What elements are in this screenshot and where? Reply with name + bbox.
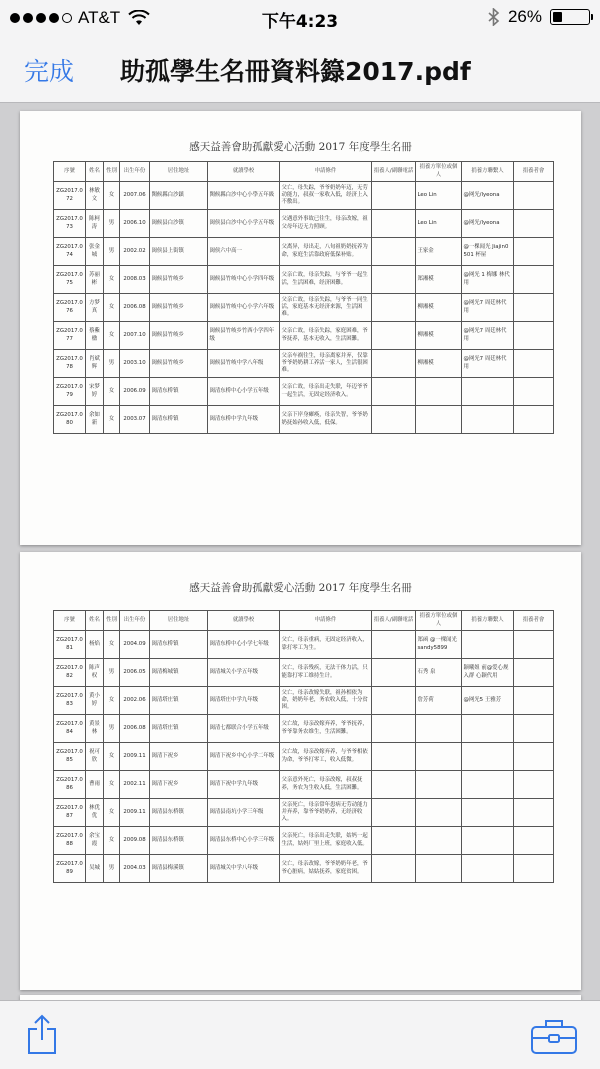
- table-row: [54, 322, 554, 350]
- birth-year: 2006.05: [120, 659, 150, 687]
- gender: 男: [104, 210, 120, 238]
- application-reason: 父亡，母失踪，爷爷奶奶年迈，无劳动能力，叔叔一家收入低，经济上入不敷出。: [280, 182, 372, 210]
- serial-no: ZG2017.081: [54, 631, 86, 659]
- sponsor-phone: [372, 238, 416, 266]
- association: [514, 266, 554, 294]
- application-reason: 父亲车祸往生，母亲离家并弃，仅靠爷爷奶奶耕工养活一家人，生活很困难。: [280, 350, 372, 378]
- student-name: 肖斌辉: [86, 350, 104, 378]
- table-row: [54, 687, 554, 715]
- association: [514, 378, 554, 406]
- sponsor-phone: [372, 771, 416, 799]
- school: 闽清塔庄中学九年级: [208, 687, 280, 715]
- gender: 男: [104, 855, 120, 883]
- association: [514, 238, 554, 266]
- student-name: 陈声权: [86, 659, 104, 687]
- sponsor-phone: [372, 743, 416, 771]
- col-sponsor-phone: 捐養人/副聯電話: [372, 162, 416, 182]
- school: 闽清城关小学五年级: [208, 659, 280, 687]
- application-reason: 父亲下岸身瘫痪，母亲失智，爷爷奶奶抚始孙收入低，低保。: [280, 406, 372, 434]
- birth-year: 2003.07: [120, 406, 150, 434]
- serial-no: ZG2017.087: [54, 799, 86, 827]
- sponsor-phone: [372, 350, 416, 378]
- sponsor-contact: 颖曦姐 前@爱心规入群 心颖代用: [462, 659, 514, 687]
- gender: 女: [104, 182, 120, 210]
- sponsor-contact: [462, 715, 514, 743]
- association: [514, 827, 554, 855]
- serial-no: ZG2017.083: [54, 687, 86, 715]
- birth-year: 2002.02: [120, 238, 150, 266]
- birth-year: 2004.09: [120, 631, 150, 659]
- association: [514, 771, 554, 799]
- association: [514, 322, 554, 350]
- application-reason: 父亡，母亲改嫁，爷爷奶奶年老，爷爷心脏病，姑姑抚养，家庭贫困。: [280, 855, 372, 883]
- serial-no: ZG2017.089: [54, 855, 86, 883]
- application-reason: 父亡故，母亲改嫁弃养，爷爷抚养，爷爷靠务农维生，生活困難。: [280, 715, 372, 743]
- birth-year: 2008.03: [120, 266, 150, 294]
- school: 闽清七都联合小学五年级: [208, 715, 280, 743]
- table-header-row: [54, 162, 554, 182]
- col-gender: 性別: [104, 611, 120, 631]
- address: 闽清梅城镇: [150, 659, 208, 687]
- sponsor-unit: 郑湘模: [416, 266, 462, 294]
- navigation-bar: [0, 36, 600, 103]
- school: 闽清下祝乡中心小学二年级: [208, 743, 280, 771]
- col-association: 捐養者會: [514, 162, 554, 182]
- pdf-viewer[interactable]: [0, 103, 600, 1000]
- table-row: [54, 294, 554, 322]
- application-reason: 父亲意外死亡，母亲改嫁，叔叔抚养，务农为生收入低，生活困難。: [280, 771, 372, 799]
- gender: 男: [104, 659, 120, 687]
- student-name: 祝可欣: [86, 743, 104, 771]
- sponsor-phone: [372, 406, 416, 434]
- address: 闽清县东桥镇: [150, 827, 208, 855]
- school: 闽清东桥中心小学五年级: [208, 378, 280, 406]
- school: 闽候县竹岐中心小学六年级: [208, 294, 280, 322]
- col-condition: 申請條件: [280, 162, 372, 182]
- col-sponsor-unit: 捐養方單位或個人: [416, 162, 462, 182]
- done-button[interactable]: 完成: [24, 57, 75, 86]
- sponsor-phone: [372, 294, 416, 322]
- table-row: [54, 799, 554, 827]
- col-name: 姓名: [86, 162, 104, 182]
- col-birth: 出生年份: [120, 611, 150, 631]
- application-reason: 父亲亡故，母亲失踪，家庭困难，爷爷抚养，基本无收入，生活困難。: [280, 322, 372, 350]
- sponsor-phone: [372, 827, 416, 855]
- sponsor-unit: Leo Lin: [416, 182, 462, 210]
- table-row: [54, 659, 554, 687]
- sponsor-contact: @网光/lyeona: [462, 210, 514, 238]
- table-row: [54, 855, 554, 883]
- gender: 女: [104, 378, 120, 406]
- col-school: 就讀學校: [208, 611, 280, 631]
- sponsor-contact: @网光/lyeona: [462, 182, 514, 210]
- application-reason: 父亲亡故，母亲失踪，与爷爷一同生活，家庭基本无经济来源，生活困难。: [280, 294, 372, 322]
- sponsor-phone: [372, 855, 416, 883]
- address: 闽侯县上街镇: [150, 238, 208, 266]
- gender: 女: [104, 294, 120, 322]
- address: 闽清东桥镇: [150, 631, 208, 659]
- share-icon[interactable]: [26, 1013, 58, 1055]
- table-row: [54, 182, 554, 210]
- document-title: 助孤學生名冊資料籙2017.pdf: [120, 57, 471, 86]
- application-reason: 父亲亡故，母亲失踪，与爷爷一起生活，生活困难，经济困難。: [280, 266, 372, 294]
- serial-no: ZG2017.076: [54, 294, 86, 322]
- sponsor-unit: 詹芳荷: [416, 687, 462, 715]
- sponsor-contact: [462, 799, 514, 827]
- carrier-name: AT&T: [78, 8, 121, 27]
- application-reason: 父离异，母出走，八旬祖奶奶抚养为命，家庭生活靠政府低保补贴。: [280, 238, 372, 266]
- address: 闽清东桥镇: [150, 406, 208, 434]
- student-roster-table: [53, 610, 554, 883]
- serial-no: ZG2017.077: [54, 322, 86, 350]
- gender: 女: [104, 799, 120, 827]
- student-name: 余如新: [86, 406, 104, 434]
- sponsor-phone: [372, 322, 416, 350]
- table-row: [54, 827, 554, 855]
- gender: 女: [104, 631, 120, 659]
- sponsor-contact: @网光7 周廷林代用: [462, 322, 514, 350]
- table-row: [54, 266, 554, 294]
- address: 閩候縣白沙鎮: [150, 182, 208, 210]
- table-row: [54, 210, 554, 238]
- student-name: 林优优: [86, 799, 104, 827]
- col-contact: 捐養方聯繫人: [462, 162, 514, 182]
- battery-icon: [550, 9, 590, 25]
- birth-year: 2006.08: [120, 715, 150, 743]
- student-name: 张金城: [86, 238, 104, 266]
- association: [514, 210, 554, 238]
- application-reason: 父亡，母亲改嫁失联，祖孙相依为命，奶奶年老，务农收入低，十分贫困。: [280, 687, 372, 715]
- sponsor-contact: [462, 743, 514, 771]
- col-serial: 序號: [54, 611, 86, 631]
- table-row: [54, 771, 554, 799]
- sponsor-contact: @网光7 周廷林代用: [462, 350, 514, 378]
- birth-year: 2006.09: [120, 378, 150, 406]
- sponsor-contact: [462, 378, 514, 406]
- serial-no: ZG2017.080: [54, 406, 86, 434]
- sponsor-contact: @网光5 王雅芳: [462, 687, 514, 715]
- table-row: [54, 631, 554, 659]
- sponsor-contact: [462, 631, 514, 659]
- student-name: 余宝霞: [86, 827, 104, 855]
- application-reason: 父亲死亡，母亲常年患病无劳动能力并弃养，靠爷爷奶奶养，无经济收入。: [280, 799, 372, 827]
- sponsor-unit: 王家金: [416, 238, 462, 266]
- school: 闽候县竹岐中学八年级: [208, 350, 280, 378]
- sponsor-unit: [416, 406, 462, 434]
- col-sponsor-unit: 捐養方單位或個人: [416, 611, 462, 631]
- student-name: 黄小婷: [86, 687, 104, 715]
- application-reason: 父亲死亡，母亲出走失联，姑妈一起生活，姑妈厂里上班，家庭收入低。: [280, 827, 372, 855]
- serial-no: ZG2017.084: [54, 715, 86, 743]
- association: [514, 406, 554, 434]
- sponsor-phone: [372, 266, 416, 294]
- association: [514, 350, 554, 378]
- school: 閩候縣白沙中心小學五年級: [208, 182, 280, 210]
- col-gender: 性別: [104, 162, 120, 182]
- sponsor-contact: [462, 827, 514, 855]
- bottom-toolbar: [0, 1000, 600, 1069]
- birth-year: 2007.06: [120, 182, 150, 210]
- association: [514, 294, 554, 322]
- birth-year: 2003.10: [120, 350, 150, 378]
- sponsor-unit: 柳湘模: [416, 322, 462, 350]
- birth-year: 2009.08: [120, 827, 150, 855]
- address: 闽候县竹岐乡: [150, 294, 208, 322]
- sponsor-contact: @一棵闻光 Jiajin0501 杯屋: [462, 238, 514, 266]
- gender: 女: [104, 406, 120, 434]
- school: 闽侯县白沙中心小学五年级: [208, 210, 280, 238]
- table-row: [54, 743, 554, 771]
- birth-year: 2004.03: [120, 855, 150, 883]
- sponsor-contact: [462, 406, 514, 434]
- gender: 女: [104, 322, 120, 350]
- page-heading: 感天益善會助孤獻愛心活動 2017 年度學生名冊: [189, 582, 412, 594]
- gender: 女: [104, 266, 120, 294]
- sponsor-phone: [372, 687, 416, 715]
- school: 闽清东桥中心小学七年级: [208, 631, 280, 659]
- address: 闽候县竹岐乡: [150, 322, 208, 350]
- status-bar: [0, 0, 600, 36]
- pdf-page-2: [20, 552, 581, 990]
- sponsor-unit: 柳湘模: [416, 350, 462, 378]
- school: 闽清东桥中学九年级: [208, 406, 280, 434]
- toolbox-icon[interactable]: [530, 1017, 578, 1055]
- sponsor-unit: 郑函 @一棵闻光 sandy5899: [416, 631, 462, 659]
- association: [514, 799, 554, 827]
- address: 闽清东桥镇: [150, 378, 208, 406]
- serial-no: ZG2017.072: [54, 182, 86, 210]
- birth-year: 2009.11: [120, 743, 150, 771]
- serial-no: ZG2017.082: [54, 659, 86, 687]
- school: 闽清县南坑小学三年级: [208, 799, 280, 827]
- application-reason: 父亡，母亲残疾，无法干体力活，只能靠打零工维持生计。: [280, 659, 372, 687]
- application-reason: 父亡故，母亲改嫁弃养，与爷爷相依为命，爷爷打零工，收入低微。: [280, 743, 372, 771]
- sponsor-contact: @网光7 周廷林代用: [462, 294, 514, 322]
- association: [514, 743, 554, 771]
- association: [514, 631, 554, 659]
- sponsor-unit: [416, 855, 462, 883]
- application-reason: 父亲亡故，母亲出走失联，年迈爷爷一起生活，无固定经济收入。: [280, 378, 372, 406]
- sponsor-phone: [372, 659, 416, 687]
- association: [514, 659, 554, 687]
- gender: 女: [104, 743, 120, 771]
- sponsor-phone: [372, 715, 416, 743]
- serial-no: ZG2017.088: [54, 827, 86, 855]
- association: [514, 715, 554, 743]
- student-name: 宋梦婷: [86, 378, 104, 406]
- sponsor-contact: [462, 771, 514, 799]
- col-association: 捐養者會: [514, 611, 554, 631]
- school: 闽侯六中高一: [208, 238, 280, 266]
- col-sponsor-phone: 捐養人/副聯電話: [372, 611, 416, 631]
- sponsor-phone: [372, 210, 416, 238]
- serial-no: ZG2017.074: [54, 238, 86, 266]
- student-name: 曹雨: [86, 771, 104, 799]
- student-name: 杨焰: [86, 631, 104, 659]
- sponsor-unit: 石秀 泉: [416, 659, 462, 687]
- clock: 下午4:23: [261, 12, 339, 32]
- serial-no: ZG2017.085: [54, 743, 86, 771]
- student-name: 方梦真: [86, 294, 104, 322]
- col-condition: 申請條件: [280, 611, 372, 631]
- student-name: 苏丽彬: [86, 266, 104, 294]
- table-row: [54, 350, 554, 378]
- table-row: [54, 715, 554, 743]
- table-row: [54, 238, 554, 266]
- bluetooth-icon: [488, 8, 500, 26]
- address: 闽候县竹岐乡: [150, 350, 208, 378]
- student-name: 黄景林: [86, 715, 104, 743]
- student-name: 吴城: [86, 855, 104, 883]
- serial-no: ZG2017.078: [54, 350, 86, 378]
- student-name: 陈柯涛: [86, 210, 104, 238]
- gender: 女: [104, 827, 120, 855]
- status-right: [488, 7, 590, 27]
- sponsor-phone: [372, 378, 416, 406]
- gender: 男: [104, 350, 120, 378]
- sponsor-phone: [372, 799, 416, 827]
- student-name: 蔡紫楹: [86, 322, 104, 350]
- table-row: [54, 406, 554, 434]
- address: 闽清县东桥镇: [150, 799, 208, 827]
- sponsor-phone: [372, 182, 416, 210]
- school: 闽清城关中学八年级: [208, 855, 280, 883]
- sponsor-unit: [416, 771, 462, 799]
- pdf-page-1: [20, 111, 581, 545]
- col-school: 就讀學校: [208, 162, 280, 182]
- serial-no: ZG2017.075: [54, 266, 86, 294]
- birth-year: 2002.06: [120, 687, 150, 715]
- serial-no: ZG2017.079: [54, 378, 86, 406]
- page-heading: 感天益善會助孤獻愛心活動 2017 年度學生名冊: [189, 141, 412, 153]
- address: 闽候县白沙镇: [150, 210, 208, 238]
- address: 闽清下祝乡: [150, 743, 208, 771]
- birth-year: 2009.11: [120, 799, 150, 827]
- battery-percent: 26%: [507, 7, 542, 26]
- col-birth: 出生年份: [120, 162, 150, 182]
- serial-no: ZG2017.086: [54, 771, 86, 799]
- sponsor-contact: [462, 855, 514, 883]
- association: [514, 855, 554, 883]
- sponsor-phone: [372, 631, 416, 659]
- gender: 男: [104, 238, 120, 266]
- sponsor-unit: 柳湘模: [416, 294, 462, 322]
- address: 闽候县竹岐乡: [150, 266, 208, 294]
- birth-year: 2006.10: [120, 210, 150, 238]
- col-serial: 序號: [54, 162, 86, 182]
- application-reason: 父亡，母亲重病，无固定经济收入，靠打零工为生。: [280, 631, 372, 659]
- sponsor-unit: [416, 378, 462, 406]
- student-roster-table: [53, 161, 554, 434]
- col-name: 姓名: [86, 611, 104, 631]
- birth-year: 2006.08: [120, 294, 150, 322]
- application-reason: 父遇意外事故已往生，母亲改嫁，祖父母年迈无力照顾。: [280, 210, 372, 238]
- gender: 女: [104, 771, 120, 799]
- school: 闽候县竹岐中心小学四年级: [208, 266, 280, 294]
- sponsor-unit: [416, 715, 462, 743]
- gender: 女: [104, 687, 120, 715]
- birth-year: 2002.11: [120, 771, 150, 799]
- gender: 男: [104, 715, 120, 743]
- col-address: 居住地址: [150, 611, 208, 631]
- school: 闽清县东桥中心小学三年级: [208, 827, 280, 855]
- birth-year: 2007.10: [120, 322, 150, 350]
- association: [514, 182, 554, 210]
- association: [514, 687, 554, 715]
- student-name: 林敏文: [86, 182, 104, 210]
- address: 闽清塔庄镇: [150, 715, 208, 743]
- school: 闽清下祝中学九年级: [208, 771, 280, 799]
- school: 闽候县竹岐乡竹西小学四年级: [208, 322, 280, 350]
- table-row: [54, 378, 554, 406]
- sponsor-unit: Leo Lin: [416, 210, 462, 238]
- address: 闽清塔庄镇: [150, 687, 208, 715]
- sponsor-unit: [416, 743, 462, 771]
- address: 闽清下祝乡: [150, 771, 208, 799]
- sponsor-unit: [416, 827, 462, 855]
- table-header-row: [54, 611, 554, 631]
- address: 闽清县梅溪镇: [150, 855, 208, 883]
- sponsor-unit: [416, 799, 462, 827]
- sponsor-contact: @网光 1 梅娜 林代用: [462, 266, 514, 294]
- col-address: 居住地址: [150, 162, 208, 182]
- col-contact: 捐養方聯繫人: [462, 611, 514, 631]
- serial-no: ZG2017.073: [54, 210, 86, 238]
